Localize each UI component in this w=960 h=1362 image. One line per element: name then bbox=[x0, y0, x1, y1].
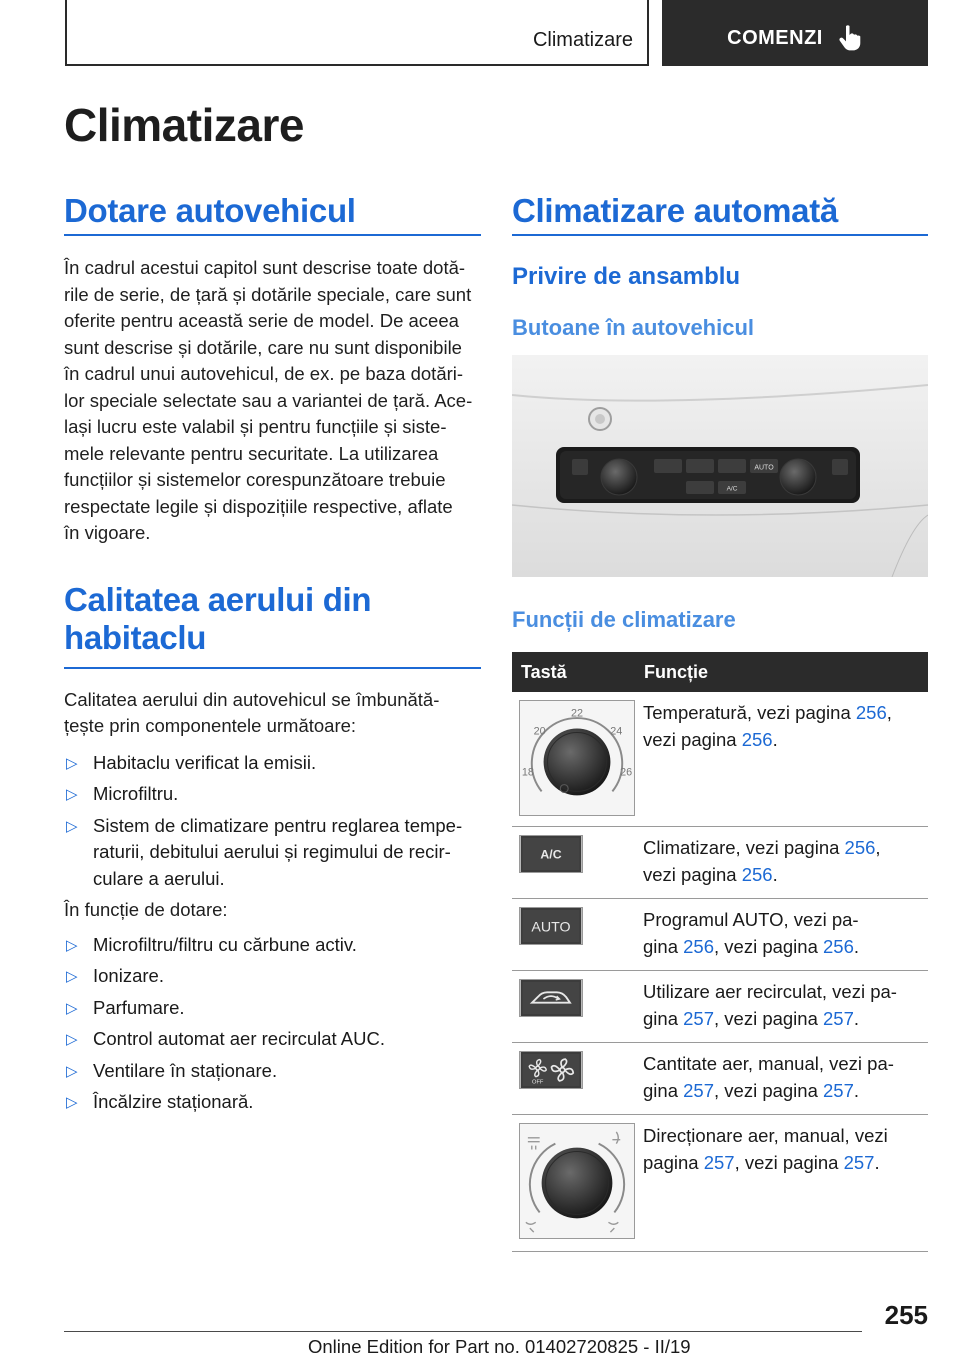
page-link[interactable]: 256 bbox=[741, 863, 773, 885]
function-description: Programul AUTO, vezi pa- gina 256, vezi pagina 256. bbox=[635, 899, 928, 971]
page-link[interactable]: 257 bbox=[823, 1079, 854, 1101]
footer-divider bbox=[64, 1331, 862, 1332]
footer-edition-text: Online Edition for Part no. 01402720825 - II/19 bbox=[308, 1336, 691, 1357]
svg-text:20: 20 bbox=[533, 725, 546, 738]
list-item: ▷ Microfiltru/filtru cu cărbune activ. bbox=[66, 933, 357, 955]
page-link[interactable]: 257 bbox=[683, 1079, 714, 1101]
page-link[interactable]: 256 bbox=[683, 935, 714, 957]
optional-equipment-label: În funcție de dotare: bbox=[64, 899, 228, 920]
svg-text:26: 26 bbox=[620, 766, 633, 779]
header-section-box bbox=[65, 0, 649, 66]
heading-privire-ansamblu: Privire de ansamblu bbox=[512, 263, 741, 290]
column-header-function: Funcție bbox=[635, 652, 928, 692]
column-header-key: Tastă bbox=[512, 652, 635, 692]
svg-text:OFF: OFF bbox=[532, 1079, 544, 1086]
page-link[interactable]: 257 bbox=[843, 1151, 875, 1173]
left-column bbox=[64, 192, 481, 1121]
list-item: ▷ Microfiltru. bbox=[66, 783, 179, 804]
table-row bbox=[512, 692, 928, 827]
page-link[interactable]: 256 bbox=[844, 837, 876, 858]
function-table bbox=[512, 652, 928, 1252]
list-item: ▷ Control automat aer recirculat AUC. bbox=[66, 1028, 386, 1049]
recirculation-button-icon[interactable] bbox=[519, 979, 583, 1017]
right-column bbox=[512, 192, 928, 1252]
table-header-row bbox=[512, 652, 928, 692]
panel-auto-label: AUTO bbox=[754, 464, 774, 472]
page-title: Climatizare bbox=[64, 99, 304, 151]
list-item: ▷ Sistem de climatizare pentru reglarea tempe- raturii, debitului aerului și regimului de recir- culare a aerului. bbox=[66, 814, 463, 889]
list-item: ▷ Parfumare. bbox=[66, 996, 185, 1018]
fan-button-icon[interactable] bbox=[519, 1051, 583, 1089]
function-description: Temperatură, vezi pagina 256, vezi pagina 256. bbox=[635, 692, 928, 827]
list-item: ▷ Habitaclu verificat la emisii. bbox=[66, 751, 317, 773]
svg-text:18: 18 bbox=[521, 766, 534, 779]
function-description: Utilizare aer recirculat, vezi pa- gina 257, vezi pagina 257. bbox=[635, 971, 928, 1043]
heading-butoane: Butoane în autovehicul bbox=[512, 315, 755, 340]
paragraph-calitatea-intro: Calitatea aerului din autovehicul se îmbunătă- țește prin componentele următoare: bbox=[64, 688, 440, 736]
table-row bbox=[512, 971, 928, 1043]
heading-climatizare-automata: Climatizare automată bbox=[512, 192, 928, 236]
bullet-list-components bbox=[64, 750, 481, 893]
page-link[interactable]: 257 bbox=[683, 1007, 714, 1029]
table-row bbox=[512, 827, 928, 899]
hand-pointer-icon bbox=[837, 24, 863, 52]
page-link[interactable]: 256 bbox=[823, 935, 854, 957]
list-item: ▷ Încălzire staționară. bbox=[66, 1091, 254, 1112]
climate-panel-photo bbox=[512, 355, 928, 577]
svg-text:22: 22 bbox=[570, 707, 584, 720]
temperature-dial-icon[interactable] bbox=[519, 700, 635, 816]
header-section-title: Climatizare bbox=[532, 29, 633, 51]
page-link[interactable]: 257 bbox=[703, 1151, 735, 1173]
bullet-list-optional bbox=[64, 932, 481, 1116]
heading-calitatea-aerului: Calitatea aerului din habitaclu bbox=[64, 581, 481, 669]
climate-panel-illustration bbox=[512, 355, 928, 577]
table-row bbox=[512, 1043, 928, 1115]
table-row bbox=[512, 899, 928, 971]
panel-ac-label: A/C bbox=[726, 485, 738, 493]
header-chapter-tab[interactable] bbox=[662, 0, 928, 66]
function-description: Direcționare aer, manual, vezi pagina 257, vezi pagina 257. bbox=[635, 1115, 928, 1252]
page-number: 255 bbox=[884, 1300, 928, 1330]
page-link[interactable]: 257 bbox=[823, 1007, 854, 1029]
svg-text:24: 24 bbox=[610, 725, 623, 738]
svg-text:A/C: A/C bbox=[540, 847, 562, 862]
auto-button-icon[interactable] bbox=[519, 907, 583, 945]
function-description: Cantitate aer, manual, vezi pa- gina 257, vezi pagina 257. bbox=[635, 1043, 928, 1115]
svg-text:AUTO: AUTO bbox=[531, 919, 571, 936]
page-link[interactable]: 256 bbox=[855, 702, 887, 723]
header-chapter-label: COMENZI bbox=[727, 26, 823, 49]
paragraph-dotare: În cadrul acestui capitol sunt descrise toate dotă- rile de serie, de țară și dotările speciale, care sunt oferite pentru această serie de model. De aceea sunt descrise și dotările, care nu sunt disponibile în cadrul unui autovehicul, de ex. pe baza dotări- lor speciale selectate sau a variantei de țară. Ace- lași lucru este valabil și pentru funcțiile și siste- mele relevante pentru securitate. La utilizarea funcțiilor și sistemelor corespunzătoare trebuie respectate legile și dispozițiile respective, aflate în vigoare. bbox=[64, 257, 473, 543]
list-item: ▷ Ionizare. bbox=[66, 965, 164, 986]
heading-functii: Funcții de climatizare bbox=[512, 607, 736, 632]
heading-dotare-autovehicul: Dotare autovehicul bbox=[64, 192, 481, 236]
ac-button-icon[interactable] bbox=[519, 835, 583, 873]
list-item: ▷ Ventilare în staționare. bbox=[66, 1059, 278, 1081]
page-link[interactable]: 256 bbox=[741, 728, 773, 750]
air-distribution-dial-icon[interactable] bbox=[519, 1123, 635, 1239]
function-description: Climatizare, vezi pagina 256, vezi pagina 256. bbox=[635, 827, 928, 899]
table-row bbox=[512, 1115, 928, 1252]
